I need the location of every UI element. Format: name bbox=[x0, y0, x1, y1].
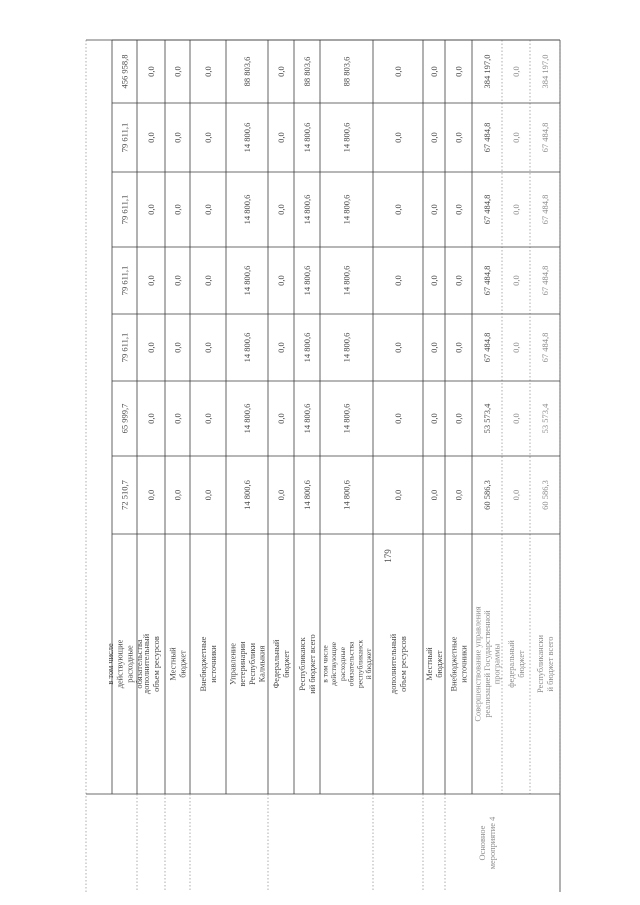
value-cell: 0,0 bbox=[145, 342, 156, 353]
value-cell: 0,0 bbox=[275, 66, 286, 77]
row-description: Федеральныйбюджет bbox=[272, 639, 291, 689]
row-description: федеральныйбюджет bbox=[507, 640, 526, 688]
row-description: Внебюджетныеисточники bbox=[449, 636, 469, 692]
value-cell: 14 800,6 bbox=[341, 122, 352, 153]
value-cell: 0,0 bbox=[510, 204, 521, 215]
value-cell: 14 800,6 bbox=[341, 265, 352, 296]
value-cell: 14 800,6 bbox=[301, 480, 312, 510]
value-cell: 0,0 bbox=[202, 413, 213, 424]
value-cell: 67 484,8 bbox=[539, 332, 550, 363]
value-cell: 67 484,8 bbox=[539, 122, 550, 153]
row-description: дополнительныйобъем ресурсов bbox=[142, 633, 161, 695]
value-cell: 53 573,4 bbox=[539, 403, 550, 434]
value-cell: 0,0 bbox=[453, 342, 464, 353]
value-cell: 0,0 bbox=[172, 66, 183, 77]
row-description: в том числедействующиерасходныеобязательствареспубликанскй бюджет bbox=[320, 639, 374, 689]
value-cell: 88 803,6 bbox=[341, 56, 352, 87]
value-cell: 0,0 bbox=[145, 275, 156, 286]
row-description: Местныйбюджет bbox=[425, 647, 444, 681]
value-cell: 72 510,7 bbox=[119, 480, 130, 510]
value-cell: 0,0 bbox=[145, 489, 156, 501]
value-cell: 0,0 bbox=[172, 204, 183, 215]
value-cell: 79 611,1 bbox=[119, 194, 130, 225]
value-cell: 0,0 bbox=[275, 275, 286, 286]
value-cell: 60 586,3 bbox=[539, 480, 550, 510]
value-cell: 0,0 bbox=[392, 66, 403, 77]
value-cell: 0,0 bbox=[392, 342, 403, 353]
value-cell: 0,0 bbox=[453, 489, 464, 501]
value-cell: 456 958,8 bbox=[119, 54, 130, 89]
value-cell: 67 484,8 bbox=[481, 332, 492, 363]
value-cell: 53 573,4 bbox=[481, 403, 492, 434]
value-cell: 67 484,8 bbox=[539, 194, 550, 225]
value-cell: 14 800,6 bbox=[241, 480, 252, 510]
value-cell: 14 800,6 bbox=[341, 332, 352, 363]
row-description: Республиканский бюджет всего bbox=[536, 635, 555, 693]
value-cell: 79 611,1 bbox=[119, 265, 130, 296]
row-description: дополнительныйобъем ресурсов bbox=[389, 633, 408, 695]
value-cell: 0,0 bbox=[453, 132, 464, 143]
table-grid bbox=[86, 40, 560, 892]
value-cell: 0,0 bbox=[392, 489, 403, 501]
value-cell: 67 484,8 bbox=[481, 194, 492, 225]
value-cell: 0,0 bbox=[172, 413, 183, 424]
value-cell: 0,0 bbox=[202, 66, 213, 77]
value-cell: 0,0 bbox=[453, 66, 464, 77]
row-description: УправлениеветеринарииРеспубликиКалмыкия bbox=[228, 641, 267, 687]
value-cell: 14 800,6 bbox=[301, 403, 312, 434]
value-cell: 14 800,6 bbox=[241, 265, 252, 296]
value-cell: 0,0 bbox=[145, 413, 156, 424]
value-cell: 65 999,7 bbox=[119, 403, 130, 434]
value-cell: 0,0 bbox=[510, 413, 521, 424]
value-cell: 0,0 bbox=[392, 204, 403, 215]
value-cell: 0,0 bbox=[392, 275, 403, 286]
value-cell: 0,0 bbox=[202, 204, 213, 215]
value-cell: 0,0 bbox=[453, 204, 464, 215]
row-description: Местныйбюджет bbox=[168, 647, 188, 681]
value-cell: 14 800,6 bbox=[241, 194, 252, 225]
value-cell: 14 800,6 bbox=[241, 122, 252, 153]
value-cell: 79 611,1 bbox=[119, 332, 130, 363]
value-cell: 0,0 bbox=[510, 66, 521, 77]
value-cell: 79 611,1 bbox=[119, 122, 130, 153]
value-cell: 0,0 bbox=[510, 132, 521, 143]
row-description: Республиканский бюджет всего bbox=[298, 634, 317, 694]
value-cell: 14 800,6 bbox=[301, 332, 312, 363]
row-description: в том числедействующиерасходныеобязательства bbox=[105, 639, 144, 689]
value-cell: 0,0 bbox=[275, 132, 286, 143]
row-description: Внебюджетныеисточники bbox=[199, 636, 218, 692]
value-cell: 0,0 bbox=[275, 204, 286, 215]
value-cell: 14 800,6 bbox=[301, 122, 312, 153]
value-cell: 0,0 bbox=[202, 489, 213, 501]
value-cell: 14 800,6 bbox=[241, 403, 252, 434]
value-cell: 0,0 bbox=[428, 342, 439, 353]
value-cell: 0,0 bbox=[202, 132, 213, 143]
value-cell: 67 484,8 bbox=[481, 265, 492, 296]
value-cell: 0,0 bbox=[172, 132, 183, 143]
value-cell: 0,0 bbox=[172, 489, 183, 501]
value-cell: 0,0 bbox=[453, 413, 464, 424]
value-cell: 0,0 bbox=[428, 489, 439, 501]
value-cell: 0,0 bbox=[145, 204, 156, 215]
value-cell: 0,0 bbox=[392, 132, 403, 143]
value-cell: 0,0 bbox=[510, 489, 521, 501]
value-cell: 0,0 bbox=[428, 66, 439, 77]
main-event-name: Совершенствование управленияреализацией Государственнойпрограммы bbox=[473, 606, 502, 722]
value-cell: 0,0 bbox=[510, 275, 521, 286]
value-cell: 0,0 bbox=[145, 132, 156, 143]
value-cell: 0,0 bbox=[453, 275, 464, 286]
value-cell: 0,0 bbox=[510, 342, 521, 353]
value-cell: 0,0 bbox=[275, 413, 286, 424]
value-cell: 384 197,0 bbox=[481, 54, 492, 89]
value-cell: 0,0 bbox=[428, 275, 439, 286]
value-cell: 0,0 bbox=[428, 132, 439, 143]
value-cell: 0,0 bbox=[202, 275, 213, 286]
value-cell: 0,0 bbox=[145, 66, 156, 77]
main-event-label: Основноемероприятие 4 bbox=[478, 816, 497, 870]
value-cell: 0,0 bbox=[172, 275, 183, 286]
value-cell: 14 800,6 bbox=[341, 194, 352, 225]
value-cell: 14 800,6 bbox=[241, 332, 252, 363]
value-cell: 0,0 bbox=[275, 489, 286, 501]
value-cell: 0,0 bbox=[428, 204, 439, 215]
value-cell: 0,0 bbox=[275, 342, 286, 353]
value-cell: 0,0 bbox=[172, 342, 183, 353]
value-cell: 0,0 bbox=[202, 342, 213, 353]
value-cell: 67 484,8 bbox=[539, 265, 550, 296]
value-cell: 60 586,3 bbox=[481, 480, 492, 510]
value-cell: 88 803,6 bbox=[301, 56, 312, 87]
page-number: 179 bbox=[383, 549, 393, 563]
value-cell: 88 803,6 bbox=[241, 56, 252, 87]
table-cells bbox=[106, 55, 555, 870]
value-cell: 14 800,6 bbox=[341, 403, 352, 434]
value-cell: 14 800,6 bbox=[301, 265, 312, 296]
value-cell: 384 197,0 bbox=[539, 54, 550, 89]
value-cell: 14 800,6 bbox=[301, 194, 312, 225]
value-cell: 14 800,6 bbox=[341, 480, 352, 510]
value-cell: 0,0 bbox=[392, 413, 403, 424]
value-cell: 0,0 bbox=[428, 413, 439, 424]
value-cell: 67 484,8 bbox=[481, 122, 492, 153]
